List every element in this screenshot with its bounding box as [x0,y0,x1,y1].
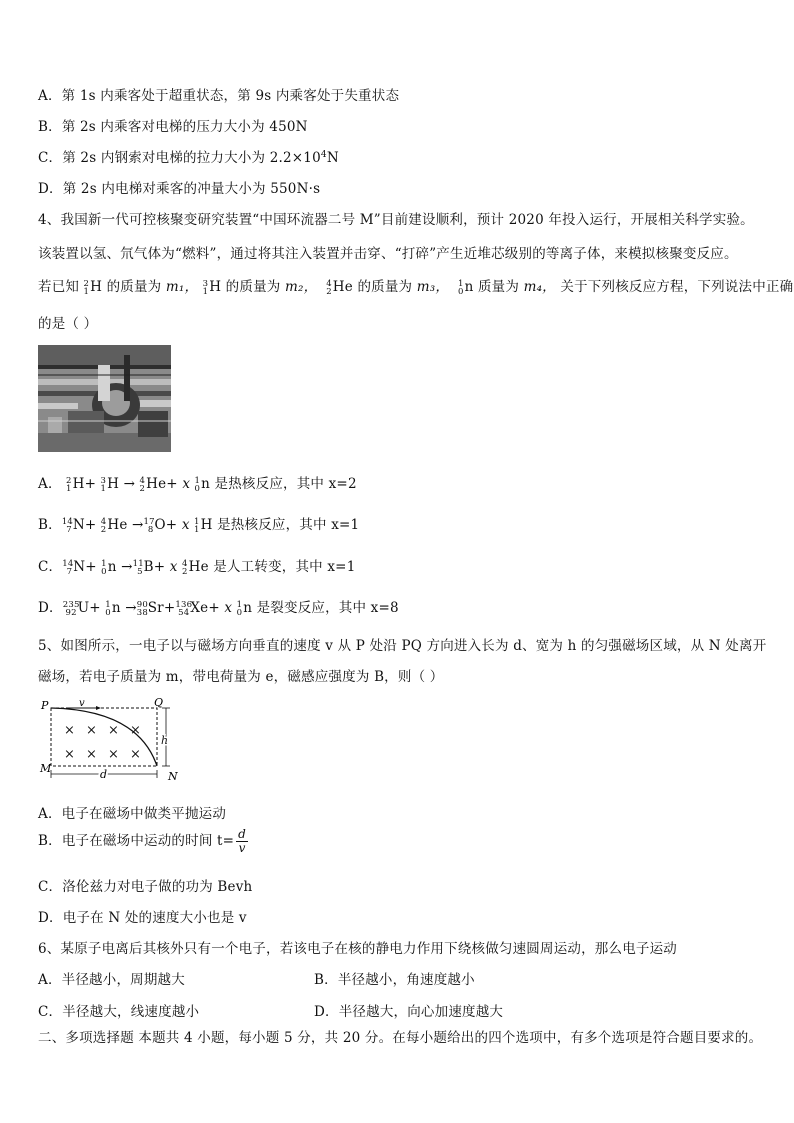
q4-option-d: D． 235 92 U+ 1 0 n → 90 38 Sr+ 136 54 Xe+ x 1 0 n 是裂变反应，其中 x=8 [38,599,399,618]
q4-m4: m₄， [523,279,556,295]
q6-option-c: C．半径越大，线速度越小 [38,1004,200,1020]
q3-option-b: B．第 2s 内乘客对电梯的压力大小为 450N [38,119,308,135]
q4-text-n-mass: n 质量为 [464,279,524,295]
q5-option-b [38,828,248,855]
q4-text-h3-mass: H 的质量为 [209,279,285,295]
q4-option-b-text: 是热核反应，其中 x=1 [217,517,360,533]
q3-option-d: D．第 2s 内电梯对乘客的冲量大小为 550N·s [38,181,321,197]
label-h: h [161,734,169,747]
fusion-device-photo [38,345,171,452]
q4-option-a: A． 2 1 H+ 3 1 H → 4 2 He+ x 1 0 n 是热核反应，其中 x=2 [38,475,357,494]
q4-text-question: 关于下列核反应方程，下列说法中正确 [560,279,794,295]
q5-option-a: A．电子在磁场中做类平抛运动 [38,806,227,822]
q4-option-c-text: 是人工转变，其中 x=1 [213,559,356,575]
q5-option-b-text: B．电子在磁场中运动的时间 t= [38,833,235,849]
q4-text-he-mass: He 的质量为 [332,279,417,295]
label-n: N [168,770,178,783]
field-crosses [64,723,141,762]
time-fraction: $\frac{d}{v}$ [238,827,247,855]
q5-option-d: D．电子在 N 处的速度大小也是 v [38,910,247,926]
q6-option-b: B．半径越小，角速度越小 [314,972,475,988]
q6-option-d: D．半径越大，向心加速度越大 [314,1004,504,1020]
svg-text:×: × [130,747,141,762]
label-d: d [100,768,108,781]
q4-stem-line2: 该装置以氢、氘气体为“燃料”，通过将其注入装置并击穿、“打碎”产生近堆芯级别的等离子体，来模拟核聚变反应。 [38,246,738,262]
svg-text:×: × [130,723,141,738]
q4-option-d-text: 是裂变反应，其中 x=8 [256,600,399,616]
nuclide-h3: 3 1 [202,278,209,297]
svg-text:×: × [86,747,97,762]
q3-option-c-exponent: 4 [320,150,327,160]
q4-stem-line4: 的是（ ） [38,316,98,332]
q4-stem-line1: 4、我国新一代可控核聚变研究装置“中国环流器二号 M”目前建设顺利，预计 2020 年投入运行，开展相关科学实验。 [38,212,754,228]
q4-m2: m₂， [284,279,318,295]
q3-option-c-text: C．第 2s 内钢索对电梯的拉力大小为 2.2×10 [38,150,321,166]
q4-option-c: C． 14 7 N+ 1 0 n → 11 5 B+ x 4 2 He 是人工转变，其中 x=1 [38,558,356,577]
q5-stem-line2: 磁场，若电子质量为 m，带电荷量为 e，磁感应强度为 B，则（ ） [38,669,444,685]
nuclide-n1: 1 0 [457,278,464,297]
nuclide-h2: 2 1 [83,278,90,297]
svg-text:×: × [108,723,119,738]
q4-text-h2-mass: H 的质量为 [90,279,166,295]
magnetic-field-diagram [38,698,188,784]
q5-option-c: C．洛伦兹力对电子做的功为 Bevh [38,879,253,895]
q3-option-c [38,146,339,166]
label-v: v [79,698,85,709]
svg-text:×: × [64,747,75,762]
label-q: Q [154,698,164,709]
nuclide-he4: 4 2 [326,278,332,297]
q4-m1: m₁， [165,279,199,295]
svg-text:×: × [64,723,75,738]
q4-option-a-text: 是热核反应，其中 x=2 [214,476,357,492]
q6-option-a: A．半径越小，周期越大 [38,972,185,988]
q6-stem: 6、某原子电离后其核外只有一个电子，若该电子在核的静电力作用下绕核做匀速圆周运动，那么电子运动 [38,941,677,957]
svg-text:×: × [108,747,119,762]
q4-stem-line3 [38,275,793,296]
svg-text:×: × [86,723,97,738]
q3-option-a: A．第 1s 内乘客处于超重状态，第 9s 内乘客处于失重状态 [38,88,400,104]
q4-option-b: B． 14 7 N+ 4 2 He → 17 8 O+ x 1 1 H 是热核反应，其中 x=1 [38,516,360,535]
label-p: P [41,699,49,712]
q3-option-c-unit: N [326,150,339,166]
q4-m3: m₃， [416,279,450,295]
section-2-header: 二、多项选择题 本题共 4 小题，每小题 5 分，共 20 分。在每小题给出的四个选项中，有多个选项是符合题目要求的。 [38,1030,763,1046]
q5-stem-line1: 5、如图所示，一电子以与磁场方向垂直的速度 v 从 P 处沿 PQ 方向进入长为 d、宽为 h 的匀强磁场区域，从 N 处离开 [38,638,767,654]
q4-text-given: 若已知 [38,279,80,295]
label-m: M [40,762,52,775]
